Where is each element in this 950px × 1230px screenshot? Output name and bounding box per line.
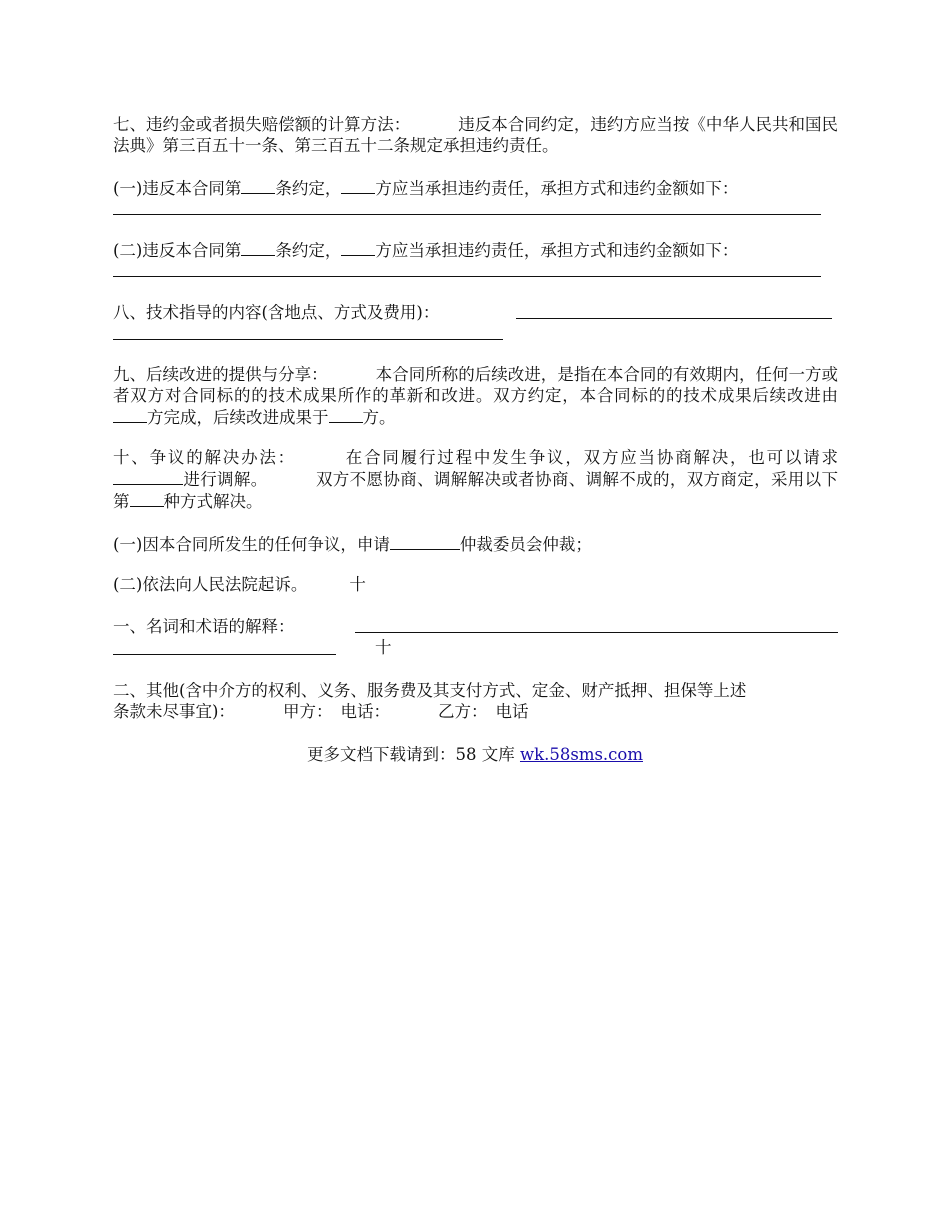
clause-a bbox=[113, 177, 838, 199]
party-blank bbox=[341, 177, 375, 194]
section-9 bbox=[113, 364, 838, 428]
footer-link[interactable]: wk.58sms.com bbox=[519, 745, 643, 764]
party-a-label: 甲方： bbox=[282, 702, 333, 721]
footer-text: 更多文档下载请到：58 文库 bbox=[306, 745, 520, 764]
phone-a-label: 电话： bbox=[340, 702, 390, 721]
footer bbox=[0, 744, 950, 765]
section-10-body-3: 双方不愿协商、调解解决或者协商、调解不成的，双方商定，采用以下第 bbox=[113, 470, 839, 511]
party-blank bbox=[113, 406, 147, 423]
clause-a-text-1: (一)违反本合同第 bbox=[113, 179, 242, 198]
option-b bbox=[113, 574, 838, 595]
section-8 bbox=[113, 302, 838, 323]
section-11-heading: 一、名词和术语的解释： bbox=[113, 617, 295, 636]
section-11-tail-text: 十 bbox=[375, 638, 392, 657]
fill-line bbox=[355, 632, 838, 633]
party-blank bbox=[329, 406, 363, 423]
section-12-line-1 bbox=[113, 680, 838, 701]
option-a bbox=[113, 533, 838, 555]
clause-b-text-3: 方应当承担违约责任，承担方式和违约金额如下： bbox=[375, 241, 739, 260]
section-10-body-4: 种方式解决。 bbox=[163, 492, 263, 511]
section-10 bbox=[113, 447, 838, 512]
arbitration-blank bbox=[390, 533, 460, 550]
fill-line bbox=[113, 654, 336, 655]
section-10-body-1: 在合同履行过程中发生争议，双方应当协商解决，也可以请求 bbox=[343, 448, 839, 467]
section-9-body-2: 方完成，后续改进成果于 bbox=[147, 408, 329, 427]
section-11 bbox=[113, 616, 838, 637]
section-9-body-3: 方。 bbox=[362, 408, 396, 427]
fill-line bbox=[113, 276, 821, 277]
fill-line bbox=[113, 339, 503, 340]
section-10-heading: 十、争议的解决办法： bbox=[113, 448, 296, 467]
section-12-text-2: 条款未尽事宜)： bbox=[113, 702, 235, 721]
section-12-line-2 bbox=[113, 701, 838, 722]
section-7-body: 违反本合同约定，违约方应当按《中华人民共和国民法典》第三百五十一条、第三百五十二条规定承担违约责任。 bbox=[113, 115, 839, 155]
section-7 bbox=[113, 114, 838, 156]
section-7-heading: 七、违约金或者损失赔偿额的计算方法： bbox=[113, 115, 411, 134]
section-12-text: 二、其他(含中介方的权利、义务、服务费及其支付方式、定金、财产抵押、担保等上述 bbox=[113, 681, 747, 700]
option-a-text-2: 仲裁委员会仲裁； bbox=[459, 535, 592, 554]
section-9-body-1: 本合同所称的后续改进，是指在本合同的有效期内，任何一方或者双方对合同标的的技术成果所作的革新和改进。双方约定，本合同标的的技术成果后续改进由 bbox=[113, 365, 839, 405]
article-blank bbox=[241, 177, 275, 194]
section-11-tail bbox=[375, 637, 415, 658]
section-9-heading: 九、后续改进的提供与分享： bbox=[113, 365, 328, 384]
clause-a-text-3: 方应当承担违约责任，承担方式和违约金额如下： bbox=[375, 179, 739, 198]
clause-a-text-2: 条约定， bbox=[275, 179, 342, 198]
fill-line bbox=[113, 214, 821, 215]
article-blank bbox=[241, 239, 275, 256]
section-10-body-2: 进行调解。 bbox=[183, 470, 268, 489]
option-b-tail: 十 bbox=[349, 575, 366, 594]
option-blank bbox=[130, 490, 164, 507]
section-8-heading: 八、技术指导的内容(含地点、方式及费用)： bbox=[113, 303, 440, 322]
clause-b bbox=[113, 239, 838, 261]
phone-b-label: 电话 bbox=[495, 702, 529, 721]
party-b-label: 乙方： bbox=[437, 702, 488, 721]
mediator-blank bbox=[113, 468, 183, 485]
clause-b-text-1: (二)违反本合同第 bbox=[113, 241, 242, 260]
party-blank bbox=[341, 239, 375, 256]
option-a-text-1: (一)因本合同所发生的任何争议，申请 bbox=[113, 535, 390, 554]
clause-b-text-2: 条约定， bbox=[275, 241, 342, 260]
option-b-text: (二)依法向人民法院起诉。 bbox=[113, 575, 308, 594]
fill-line bbox=[516, 318, 832, 319]
